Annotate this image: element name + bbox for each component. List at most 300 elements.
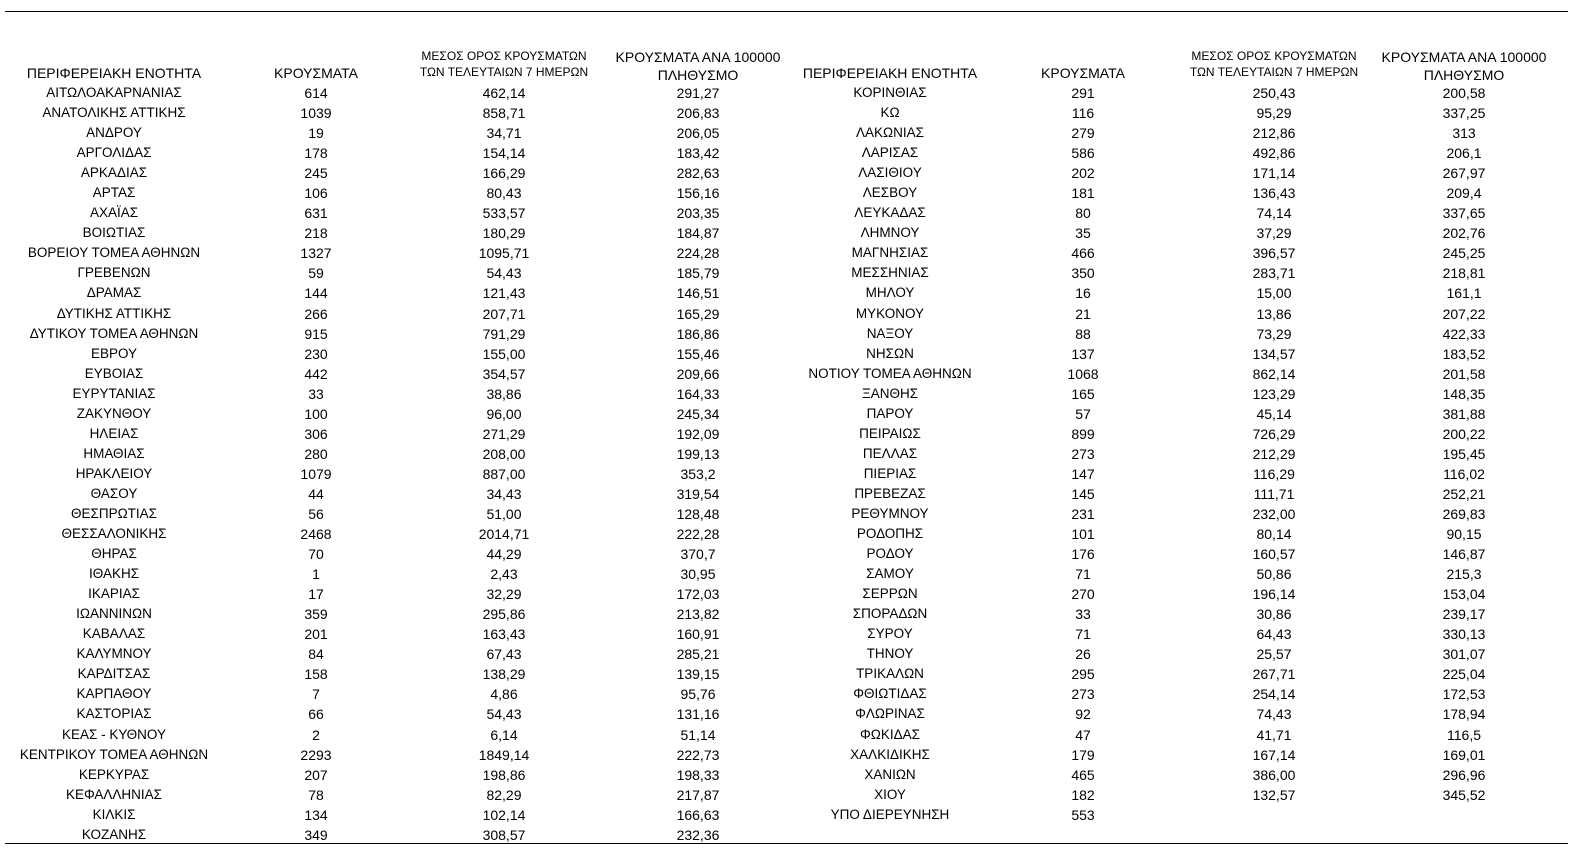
left-cases-cell: 56	[308, 505, 324, 522]
left-region-name-cell: ΘΑΣΟΥ	[90, 485, 138, 501]
right-region-name-cell: ΛΗΜΝΟΥ	[860, 225, 920, 241]
right-header-per100k-line1: ΚΡΟΥΣΜΑΤΑ ΑΝΑ 100000	[1381, 49, 1547, 65]
left-cases-cell: 359	[304, 606, 328, 623]
table-row	[0, 83, 1576, 103]
left-avg-7-days-cell: 80,43	[486, 185, 522, 202]
right-cases-cell: 137	[1071, 345, 1095, 362]
left-cases-per-100k-cell: 184,87	[676, 225, 720, 242]
left-cases-cell: 2	[312, 726, 320, 743]
left-cases-cell: 84	[308, 646, 324, 663]
left-cases-cell: 915	[304, 325, 328, 342]
left-header-avg	[410, 48, 598, 80]
left-avg-7-days-cell: 271,29	[482, 425, 526, 442]
right-cases-per-100k-cell: 146,87	[1442, 546, 1486, 563]
table-row	[0, 424, 1576, 444]
cases-table	[0, 83, 1576, 845]
right-avg-7-days-cell: 132,57	[1252, 786, 1296, 803]
left-avg-7-days-cell: 155,00	[482, 345, 526, 362]
right-avg-7-days-cell: 13,86	[1256, 305, 1292, 322]
right-cases-cell: 1068	[1067, 365, 1099, 382]
right-region-name-cell: ΛΑΣΙΘΙΟΥ	[858, 165, 922, 181]
right-cases-cell: 147	[1071, 465, 1095, 482]
table-row	[0, 624, 1576, 644]
right-cases-per-100k-cell: 172,53	[1442, 686, 1486, 703]
left-header-per100k-line1: ΚΡΟΥΣΜΑΤΑ ΑΝΑ 100000	[615, 49, 781, 65]
left-avg-7-days-cell: 1095,71	[478, 245, 530, 262]
left-cases-cell: 144	[304, 285, 328, 302]
left-cases-cell: 106	[304, 185, 328, 202]
left-region-name-cell: ΚΟΖΑΝΗΣ	[81, 826, 147, 842]
left-avg-7-days-cell: 2,43	[490, 566, 518, 583]
table-row	[0, 103, 1576, 123]
right-region-name-cell: ΡΟΔΟΠΗΣ	[856, 526, 924, 542]
right-cases-cell: 47	[1075, 726, 1091, 743]
right-cases-per-100k-cell: 201,58	[1442, 365, 1486, 382]
left-avg-7-days-cell: 207,71	[482, 305, 526, 322]
table-row	[0, 404, 1576, 424]
left-region-name-cell: ΒΟΡΕΙΟΥ ΤΟΜΕΑ ΑΘΗΝΩΝ	[27, 245, 201, 261]
right-header-cases: ΚΡΟΥΣΜΑΤΑ	[1041, 65, 1125, 81]
right-region-name-cell: ΣΕΡΡΩΝ	[862, 586, 918, 602]
left-cases-per-100k-cell: 222,28	[676, 526, 720, 543]
left-avg-7-days-cell: 121,43	[482, 285, 526, 302]
right-cases-cell: 231	[1071, 505, 1095, 522]
right-avg-7-days-cell: 37,29	[1256, 225, 1292, 242]
left-cases-per-100k-cell: 95,76	[680, 686, 716, 703]
right-cases-per-100k-cell: 296,96	[1442, 766, 1486, 783]
right-cases-per-100k-cell: 116,02	[1443, 465, 1485, 482]
left-cases-cell: 100	[304, 405, 328, 422]
left-avg-7-days-cell: 2014,71	[478, 526, 530, 543]
right-region-name-cell: ΜΑΓΝΗΣΙΑΣ	[851, 245, 929, 261]
left-avg-7-days-cell: 44,29	[486, 546, 522, 563]
right-region-name-cell: ΝΗΣΩΝ	[866, 345, 914, 361]
left-cases-per-100k-cell: 155,46	[676, 345, 720, 362]
table-row	[0, 263, 1576, 283]
table-row	[0, 444, 1576, 464]
left-header-avg-line1: ΜΕΣΟΣ ΟΡΟΣ ΚΡΟΥΣΜΑΤΩΝ	[421, 49, 587, 63]
left-cases-cell: 1327	[300, 245, 332, 262]
right-avg-7-days-cell: 80,14	[1256, 526, 1292, 543]
right-region-name-cell: ΤΡΙΚΑΛΩΝ	[856, 666, 924, 682]
left-cases-per-100k-cell: 139,15	[676, 666, 720, 683]
left-avg-7-days-cell: 887,00	[482, 465, 526, 482]
right-cases-cell: 291	[1071, 85, 1095, 101]
left-region-name-cell: ΘΕΣΣΑΛΟΝΙΚΗΣ	[61, 526, 167, 542]
right-cases-per-100k-cell: 200,22	[1442, 425, 1486, 442]
left-cases-per-100k-cell: 282,63	[676, 165, 720, 182]
right-cases-cell: 273	[1071, 686, 1095, 703]
right-cases-cell: 71	[1075, 626, 1091, 643]
right-cases-per-100k-cell: 345,52	[1442, 786, 1486, 803]
right-cases-per-100k-cell: 161,1	[1446, 285, 1482, 302]
left-cases-cell: 306	[304, 425, 328, 442]
right-cases-cell: 35	[1075, 225, 1091, 242]
table-row	[0, 785, 1576, 805]
right-cases-per-100k-cell: 183,52	[1442, 345, 1486, 362]
left-region-name-cell: ΘΕΣΠΡΩΤΙΑΣ	[70, 505, 158, 521]
right-header-per100k	[1366, 48, 1562, 84]
left-region-name-cell: ΚΑΒΑΛΑΣ	[82, 626, 146, 642]
table-row	[0, 384, 1576, 404]
right-region-name-cell: ΦΩΚΙΔΑΣ	[860, 726, 920, 742]
right-cases-per-100k-cell: 209,4	[1446, 185, 1482, 202]
right-cases-cell: 33	[1075, 606, 1091, 623]
left-cases-per-100k-cell: 213,82	[676, 606, 720, 623]
right-region-name-cell: ΛΕΥΚΑΔΑΣ	[854, 205, 926, 221]
left-cases-per-100k-cell: 217,87	[676, 786, 720, 803]
left-cases-cell: 1039	[300, 105, 332, 122]
table-row	[0, 324, 1576, 344]
right-avg-7-days-cell: 196,14	[1252, 586, 1296, 603]
right-avg-7-days-cell: 50,86	[1256, 566, 1292, 583]
right-cases-cell: 57	[1075, 405, 1091, 422]
right-avg-7-days-cell: 25,57	[1256, 646, 1292, 663]
left-cases-per-100k-cell: 51,14	[680, 726, 716, 743]
table-row	[0, 725, 1576, 745]
left-cases-cell: 1	[312, 566, 320, 583]
left-cases-per-100k-cell: 186,86	[676, 325, 720, 342]
left-cases-cell: 66	[308, 706, 324, 723]
right-region-name-cell: ΦΘΙΩΤΙΔΑΣ	[853, 686, 927, 702]
table-row	[0, 604, 1576, 624]
left-cases-per-100k-cell: 165,29	[676, 305, 720, 322]
left-region-name-cell: ΖΑΚΥΝΘΟΥ	[76, 405, 152, 421]
left-cases-cell: 218	[304, 225, 328, 242]
right-cases-per-100k-cell: 422,33	[1442, 325, 1486, 342]
right-avg-7-days-cell: 73,29	[1256, 325, 1292, 342]
left-cases-per-100k-cell: 160,91	[676, 626, 720, 643]
right-region-name-cell: ΚΩ	[880, 105, 900, 121]
bottom-rule	[5, 843, 1568, 844]
right-avg-7-days-cell: 74,14	[1256, 205, 1292, 222]
right-cases-per-100k-cell: 313	[1452, 125, 1476, 142]
right-cases-cell: 181	[1071, 185, 1095, 202]
left-region-name-cell: ΓΡΕΒΕΝΩΝ	[77, 265, 151, 281]
left-cases-cell: 1079	[300, 465, 332, 482]
left-avg-7-days-cell: 51,00	[486, 505, 522, 522]
right-avg-7-days-cell: 41,71	[1256, 726, 1292, 743]
left-cases-per-100k-cell: 192,09	[676, 425, 720, 442]
left-region-name-cell: ΔΡΑΜΑΣ	[86, 285, 142, 301]
left-cases-per-100k-cell: 131,16	[676, 706, 720, 723]
left-cases-per-100k-cell: 146,51	[676, 285, 720, 302]
left-cases-per-100k-cell: 166,63	[676, 806, 720, 823]
right-header-avg-line1: ΜΕΣΟΣ ΟΡΟΣ ΚΡΟΥΣΜΑΤΩΝ	[1191, 49, 1357, 63]
left-avg-7-days-cell: 96,00	[486, 405, 522, 422]
left-cases-per-100k-cell: 319,54	[676, 485, 720, 502]
left-region-name-cell: ΚΑΡΠΑΘΟΥ	[76, 686, 152, 702]
left-avg-7-days-cell: 163,43	[482, 626, 526, 643]
left-avg-7-days-cell: 67,43	[486, 646, 522, 663]
right-region-name-cell: ΣΠΟΡΑΔΩΝ	[852, 606, 928, 622]
right-cases-per-100k-cell: 215,3	[1446, 566, 1482, 583]
table-row	[0, 524, 1576, 544]
right-cases-per-100k-cell: 337,65	[1442, 205, 1486, 222]
right-avg-7-days-cell: 45,14	[1256, 405, 1292, 422]
right-cases-cell: 92	[1075, 706, 1091, 723]
right-region-name-cell: ΧΙΟΥ	[874, 786, 906, 802]
left-cases-cell: 134	[304, 806, 328, 823]
left-avg-7-days-cell: 4,86	[490, 686, 518, 703]
right-cases-per-100k-cell: 245,25	[1442, 245, 1486, 262]
right-cases-per-100k-cell: 202,76	[1442, 225, 1486, 242]
right-avg-7-days-cell: 171,14	[1252, 165, 1296, 182]
right-cases-cell: 176	[1071, 546, 1095, 563]
right-avg-7-days-cell: 160,57	[1252, 546, 1296, 563]
table-row	[0, 664, 1576, 684]
left-region-name-cell: ΑΝΔΡΟΥ	[86, 125, 142, 141]
right-region-name-cell: ΧΑΛΚΙΔΙΚΗΣ	[850, 746, 930, 762]
right-cases-per-100k-cell: 169,01	[1442, 746, 1486, 763]
right-avg-7-days-cell: 386,00	[1252, 766, 1296, 783]
left-region-name-cell: ΕΥΒΟΙΑΣ	[84, 365, 144, 381]
right-header-avg	[1180, 48, 1368, 80]
table-row	[0, 143, 1576, 163]
right-avg-7-days-cell: 30,86	[1256, 606, 1292, 623]
left-avg-7-days-cell: 32,29	[486, 586, 522, 603]
table-row	[0, 344, 1576, 364]
right-avg-7-days-cell: 283,71	[1252, 265, 1296, 282]
right-cases-cell: 465	[1071, 766, 1095, 783]
left-cases-per-100k-cell: 199,13	[676, 445, 720, 462]
right-cases-cell: 350	[1071, 265, 1095, 282]
right-avg-7-days-cell: 116,29	[1253, 465, 1295, 482]
right-cases-cell: 202	[1071, 165, 1095, 182]
table-row	[0, 704, 1576, 724]
right-cases-cell: 273	[1071, 445, 1095, 462]
left-region-name-cell: ΗΜΑΘΙΑΣ	[83, 445, 145, 461]
table-row	[0, 825, 1576, 845]
right-avg-7-days-cell: 15,00	[1256, 285, 1292, 302]
right-cases-per-100k-cell: 267,97	[1442, 165, 1486, 182]
table-row	[0, 304, 1576, 324]
right-cases-per-100k-cell: 337,25	[1442, 105, 1486, 122]
left-avg-7-days-cell: 858,71	[482, 105, 526, 122]
right-cases-cell: 165	[1071, 385, 1095, 402]
left-avg-7-days-cell: 308,57	[482, 826, 526, 843]
left-avg-7-days-cell: 54,43	[486, 265, 522, 282]
left-cases-per-100k-cell: 353,2	[680, 465, 716, 482]
right-cases-per-100k-cell: 330,13	[1442, 626, 1486, 643]
left-cases-per-100k-cell: 224,28	[676, 245, 720, 262]
right-cases-cell: 88	[1075, 325, 1091, 342]
left-cases-per-100k-cell: 128,48	[676, 505, 720, 522]
left-region-name-cell: ΚΕΦΑΛΛΗΝΙΑΣ	[65, 786, 163, 802]
right-cases-cell: 270	[1071, 586, 1095, 603]
right-region-name-cell: ΜΕΣΣΗΝΙΑΣ	[851, 265, 929, 281]
right-cases-cell: 145	[1071, 485, 1095, 502]
right-avg-7-days-cell: 862,14	[1252, 365, 1296, 382]
right-cases-cell: 466	[1071, 245, 1095, 262]
left-cases-cell: 266	[304, 305, 328, 322]
left-cases-per-100k-cell: 206,05	[676, 125, 720, 142]
left-avg-7-days-cell: 34,71	[486, 125, 522, 142]
left-region-name-cell: ΘΗΡΑΣ	[91, 546, 137, 562]
right-cases-per-100k-cell: 206,1	[1446, 145, 1482, 162]
table-row	[0, 364, 1576, 384]
right-header-avg-line2: ΤΩΝ ΤΕΛΕΥΤΑΙΩΝ 7 ΗΜΕΡΩΝ	[1189, 65, 1359, 79]
right-cases-cell: 80	[1075, 205, 1091, 222]
right-region-name-cell: ΠΕΙΡΑΙΩΣ	[859, 425, 921, 441]
right-region-name-cell: ΠΕΛΛΑΣ	[862, 445, 918, 461]
left-region-name-cell: ΚΕΑΣ - ΚΥΘΝΟΥ	[62, 726, 166, 742]
right-cases-per-100k-cell: 148,35	[1442, 385, 1486, 402]
left-cases-cell: 78	[308, 786, 324, 803]
left-region-name-cell: ΗΡΑΚΛΕΙΟΥ	[75, 465, 153, 481]
right-cases-cell: 179	[1071, 746, 1095, 763]
left-cases-per-100k-cell: 222,73	[676, 746, 720, 763]
right-cases-per-100k-cell: 239,17	[1442, 606, 1486, 623]
left-avg-7-days-cell: 462,14	[482, 85, 526, 101]
table-row	[0, 283, 1576, 303]
right-region-name-cell: ΧΑΝΙΩΝ	[864, 766, 916, 782]
left-avg-7-days-cell: 82,29	[486, 786, 522, 803]
right-cases-per-100k-cell: 269,83	[1442, 505, 1486, 522]
right-region-name-cell: ΚΟΡΙΝΘΙΑΣ	[853, 85, 927, 100]
right-avg-7-days-cell: 64,43	[1256, 626, 1292, 643]
left-cases-per-100k-cell: 30,95	[680, 566, 716, 583]
left-avg-7-days-cell: 34,43	[486, 485, 522, 502]
left-cases-per-100k-cell: 232,36	[676, 826, 720, 843]
right-cases-per-100k-cell: 252,21	[1442, 485, 1486, 502]
left-avg-7-days-cell: 533,57	[482, 205, 526, 222]
left-cases-cell: 631	[304, 205, 328, 222]
left-avg-7-days-cell: 354,57	[482, 365, 526, 382]
right-region-name-cell: ΠΑΡΟΥ	[866, 405, 914, 421]
table-row	[0, 484, 1576, 504]
left-cases-per-100k-cell: 291,27	[676, 85, 720, 101]
right-region-name-cell: ΣΑΜΟΥ	[866, 566, 914, 582]
right-cases-cell: 553	[1071, 806, 1095, 823]
right-cases-cell: 279	[1071, 125, 1095, 142]
left-cases-cell: 7	[312, 686, 320, 703]
right-cases-per-100k-cell: 381,88	[1442, 405, 1486, 422]
right-region-name-cell: ΣΥΡΟΥ	[867, 626, 913, 642]
left-region-name-cell: ΔΥΤΙΚΗΣ ΑΤΤΙΚΗΣ	[56, 305, 172, 321]
right-avg-7-days-cell: 111,71	[1253, 485, 1295, 502]
left-region-name-cell: ΚΙΛΚΙΣ	[92, 806, 136, 822]
left-cases-cell: 2293	[300, 746, 332, 763]
left-cases-cell: 33	[308, 385, 324, 402]
left-cases-cell: 280	[304, 445, 328, 462]
left-region-name-cell: ΕΒΡΟΥ	[90, 345, 138, 361]
left-header-avg-line2: ΤΩΝ ΤΕΛΕΥΤΑΙΩΝ 7 ΗΜΕΡΩΝ	[419, 65, 589, 79]
right-region-name-cell: ΠΡΕΒΕΖΑΣ	[854, 485, 926, 501]
left-cases-per-100k-cell: 156,16	[676, 185, 720, 202]
right-region-name-cell: ΜΗΛΟΥ	[865, 285, 915, 301]
right-avg-7-days-cell: 250,43	[1252, 85, 1296, 101]
left-header-cases: ΚΡΟΥΣΜΑΤΑ	[274, 65, 358, 81]
left-region-name-cell: ΚΕΡΚΥΡΑΣ	[78, 766, 150, 782]
right-cases-per-100k-cell: 178,94	[1442, 706, 1486, 723]
left-region-name-cell: ΒΟΙΩΤΙΑΣ	[82, 225, 146, 241]
left-region-name-cell: ΚΑΛΥΜΝΟΥ	[76, 646, 152, 662]
top-rule	[5, 11, 1568, 12]
right-cases-cell: 16	[1075, 285, 1091, 302]
left-avg-7-days-cell: 38,86	[486, 385, 522, 402]
left-avg-7-days-cell: 6,14	[490, 726, 518, 743]
right-region-name-cell: ΛΑΡΙΣΑΣ	[861, 145, 919, 161]
right-cases-per-100k-cell: 200,58	[1442, 85, 1486, 101]
right-region-name-cell: ΝΟΤΙΟΥ ΤΟΜΕΑ ΑΘΗΝΩΝ	[808, 365, 972, 381]
left-cases-per-100k-cell: 164,33	[676, 385, 720, 402]
table-row	[0, 544, 1576, 564]
table-row	[0, 464, 1576, 484]
right-cases-cell: 586	[1071, 145, 1095, 162]
left-region-name-cell: ΔΥΤΙΚΟΥ ΤΟΜΕΑ ΑΘΗΝΩΝ	[29, 325, 199, 341]
right-avg-7-days-cell: 134,57	[1252, 345, 1296, 362]
right-avg-7-days-cell: 123,29	[1252, 385, 1296, 402]
left-cases-cell: 230	[304, 345, 328, 362]
left-region-name-cell: ΚΑΡΔΙΤΣΑΣ	[77, 666, 151, 682]
right-cases-cell: 71	[1075, 566, 1091, 583]
left-cases-cell: 2468	[300, 526, 332, 543]
right-cases-per-100k-cell: 301,07	[1442, 646, 1486, 663]
left-avg-7-days-cell: 154,14	[482, 145, 526, 162]
left-region-name-cell: ΑΙΤΩΛΟΑΚΑΡΝΑΝΙΑΣ	[46, 85, 182, 100]
right-avg-7-days-cell: 267,71	[1252, 666, 1296, 683]
left-avg-7-days-cell: 1849,14	[478, 746, 530, 763]
left-cases-cell: 349	[304, 826, 328, 843]
left-cases-per-100k-cell: 370,7	[680, 546, 716, 563]
right-cases-per-100k-cell: 218,81	[1442, 265, 1486, 282]
left-avg-7-days-cell: 208,00	[482, 445, 526, 462]
right-cases-cell: 182	[1071, 786, 1095, 803]
table-row	[0, 745, 1576, 765]
left-region-name-cell: ΚΑΣΤΟΡΙΑΣ	[76, 706, 152, 722]
right-region-name-cell: ΛΕΣΒΟΥ	[862, 185, 918, 201]
left-cases-per-100k-cell: 198,33	[676, 766, 720, 783]
right-region-name-cell: ΞΑΝΘΗΣ	[861, 385, 919, 401]
left-cases-cell: 614	[304, 85, 328, 101]
left-avg-7-days-cell: 295,86	[482, 606, 526, 623]
right-header-region: ΠΕΡΙΦΕΡΕΙΑΚΗ ΕΝΟΤΗΤΑ	[802, 65, 978, 81]
right-cases-cell: 899	[1071, 425, 1095, 442]
left-cases-cell: 19	[308, 125, 324, 142]
left-header-region: ΠΕΡΙΦΕΡΕΙΑΚΗ ΕΝΟΤΗΤΑ	[26, 65, 202, 81]
table-row	[0, 564, 1576, 584]
left-avg-7-days-cell: 198,86	[482, 766, 526, 783]
left-cases-per-100k-cell: 172,03	[676, 586, 720, 603]
left-cases-cell: 442	[304, 365, 328, 382]
left-cases-per-100k-cell: 183,42	[676, 145, 720, 162]
right-avg-7-days-cell: 492,86	[1252, 145, 1296, 162]
right-avg-7-days-cell: 396,57	[1252, 245, 1296, 262]
table-row	[0, 805, 1576, 825]
left-header-per100k-line2: ΠΛΗΘΥΣΜΟ	[657, 67, 739, 83]
left-region-name-cell: ΑΝΑΤΟΛΙΚΗΣ ΑΤΤΙΚΗΣ	[42, 105, 186, 121]
right-cases-cell: 21	[1075, 305, 1091, 322]
left-region-name-cell: ΚΕΝΤΡΙΚΟΥ ΤΟΜΕΑ ΑΘΗΝΩΝ	[19, 746, 209, 762]
left-cases-cell: 158	[304, 666, 328, 683]
right-avg-7-days-cell: 167,14	[1252, 746, 1296, 763]
left-cases-cell: 207	[304, 766, 328, 783]
table-row	[0, 223, 1576, 243]
right-avg-7-days-cell: 232,00	[1252, 505, 1296, 522]
left-cases-cell: 245	[304, 165, 328, 182]
right-region-name-cell: ΝΑΞΟΥ	[866, 325, 914, 341]
right-cases-cell: 101	[1071, 526, 1095, 543]
right-region-name-cell: ΠΙΕΡΙΑΣ	[863, 465, 917, 481]
right-region-name-cell: ΦΛΩΡΙΝΑΣ	[855, 706, 925, 722]
left-cases-cell: 178	[304, 145, 328, 162]
right-avg-7-days-cell: 254,14	[1252, 686, 1296, 703]
left-avg-7-days-cell: 180,29	[482, 225, 526, 242]
right-cases-cell: 295	[1071, 666, 1095, 683]
table-row	[0, 203, 1576, 223]
left-region-name-cell: ΑΧΑΪΑΣ	[89, 205, 139, 221]
